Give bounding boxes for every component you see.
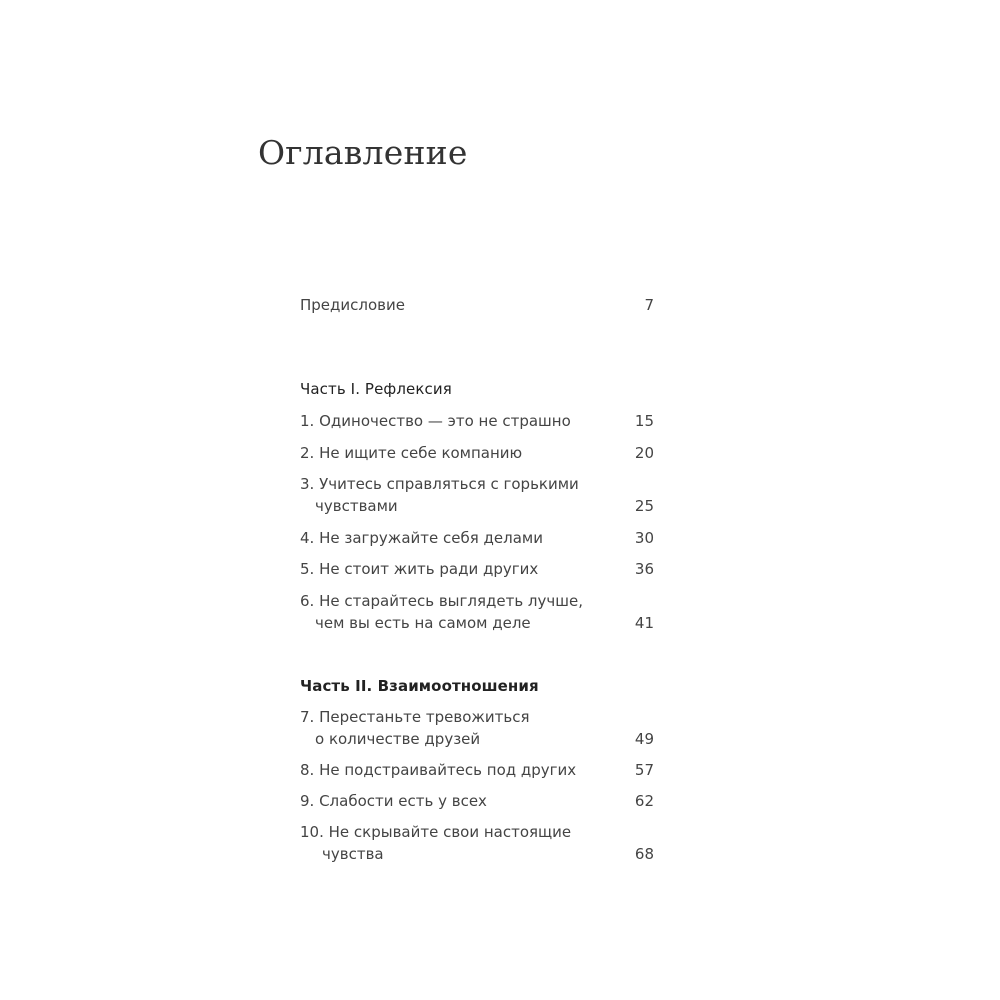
toc-entry-label: Предисловие <box>300 296 405 314</box>
page-title: Оглавление <box>258 133 468 172</box>
toc-entry-page-number: 62 <box>634 792 654 810</box>
toc-entry-page-number: 68 <box>634 845 654 863</box>
toc-entry-label: 9. Слабости есть у всех <box>300 792 487 810</box>
toc-entry-chapter-2[interactable] <box>300 442 654 464</box>
toc-entry-line-2: чувствами <box>315 497 398 515</box>
toc-entry-chapter-8[interactable] <box>300 759 654 781</box>
toc-entry-line-1: 6. Не старайтесь выглядеть лучше, <box>300 592 583 610</box>
toc-entry-page-number: 15 <box>634 412 654 430</box>
toc-entry-line-1: 10. Не скрывайте свои настоящие <box>300 823 572 841</box>
toc-entry-preface[interactable] <box>300 294 654 316</box>
toc-entry-page-number: 25 <box>634 497 654 515</box>
toc-entry-chapter-3[interactable] <box>300 473 654 517</box>
toc-entry-page-number: 20 <box>634 444 654 462</box>
toc-entry-chapter-9[interactable] <box>300 790 654 812</box>
toc-entry-chapter-1[interactable] <box>300 410 654 432</box>
toc-entry-page-number: 57 <box>634 761 654 779</box>
toc-entry-chapter-4[interactable] <box>300 527 654 549</box>
toc-entry-line-1: 7. Перестаньте тревожиться <box>300 708 530 726</box>
toc-entry-page-number: 49 <box>634 730 654 748</box>
toc-entry-label: 4. Не загружайте себя делами <box>300 529 543 547</box>
toc-entry-label <box>300 590 610 634</box>
toc-entry-chapter-10[interactable] <box>300 821 654 865</box>
toc-entry-page-number: 7 <box>644 296 654 314</box>
toc-entry-label: 1. Одиночество — это не страшно <box>300 412 571 430</box>
toc-entry-line-1: 3. Учитесь справляться с горькими <box>300 475 579 493</box>
toc-entry-label <box>300 821 610 865</box>
toc-entry-chapter-6[interactable] <box>300 590 654 634</box>
toc-entry-label: 8. Не подстраивайтесь под других <box>300 761 577 779</box>
toc-entry-label <box>300 706 610 750</box>
toc-entry-chapter-7[interactable] <box>300 706 654 750</box>
toc-entry-page-number: 36 <box>634 560 654 578</box>
toc-entry-chapter-5[interactable] <box>300 558 654 580</box>
toc-entry-line-2: чем вы есть на самом деле <box>315 614 531 632</box>
toc-entry-line-2: чувства <box>322 845 384 863</box>
toc-entry-label: 2. Не ищите себе компанию <box>300 444 523 462</box>
toc-entry-line-2: о количестве друзей <box>315 730 481 748</box>
part-heading-1: Часть I. Рефлексия <box>300 380 452 398</box>
toc-entry-label: 5. Не стоит жить ради других <box>300 560 539 578</box>
toc-entry-label <box>300 473 610 517</box>
part-heading-2: Часть II. Взаимоотношения <box>300 677 539 695</box>
toc-entry-page-number: 41 <box>634 614 654 632</box>
toc-entry-page-number: 30 <box>634 529 654 547</box>
